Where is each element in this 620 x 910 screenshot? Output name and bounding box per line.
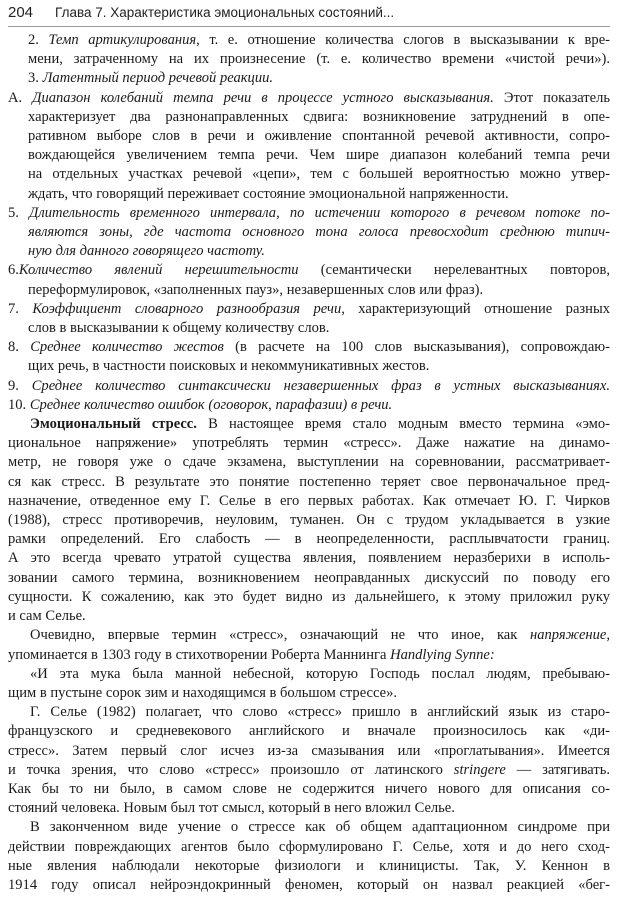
list-item-7: 7. Коэффициент словарного разнообразия речи, характеризующий отношение разных	[8, 300, 610, 317]
section-heading: Эмоциональный стресс.	[30, 416, 197, 433]
list-item-5-line: являются зоны, где частота основного тона голоса превосходит среднюю типич-	[28, 224, 610, 241]
stress-paragraph-start: Эмоциональный стресс. В настоящее время стало модным вместо термина «эмо-	[30, 416, 611, 433]
origin-paragraph-start: Очевидно, впервые термин «стресс», означающий не что иное, как напряжение,	[30, 627, 611, 644]
paragraph-line: стояний человека. Новым был тот смысл, который в него вложил Селье.	[8, 800, 455, 817]
paragraph-line: ся как стресс. В результате это понятие постепенно теряет свое первоначальное пред-	[8, 473, 610, 490]
paragraph-line: действии повреждающих агентов было сформулировано Г. Селье, хотя и до него сход-	[8, 838, 610, 855]
list-item-3: 3. Латентный период речевой реакции.	[28, 70, 274, 87]
paragraph-line: назначение, отведенное ему Г. Селье в его первых работах. Как отмечает Ю. Г. Чирков	[8, 492, 610, 509]
page-number: 204	[8, 4, 34, 21]
paragraph-line: и сам Селье.	[8, 608, 86, 625]
list-item-4-line: вождающейся увеличением темпа речи. Чем шире диапазон колебаний темпа речи	[28, 147, 610, 164]
list-item-10: 10. Среднее количество ошибок (оговорок, парафазии) в речи.	[8, 396, 393, 413]
paragraph-line: циональное напряжение» употреблять термин «стресс». Даже нажатие на динамо-	[8, 435, 610, 452]
list-item-4: А. Диапазон колебаний темпа речи в процессе устного высказывания. Этот показатель	[8, 89, 610, 106]
list-item-2-cont: мени, затраченному на их произнесение (т. е. количество времени «чистой речи»).	[28, 51, 610, 68]
paragraph-line: метр, не говоря уже о сдаче экзамена, выступлении на соревновании, рассматривает-	[8, 454, 610, 471]
paragraph-line: стресс». Затем первый слог исчез из-за смазывания или «проглатывания». Имеется	[8, 742, 610, 759]
list-item-2: 2. Темп артикулирования, т. е. отношение количества слогов в высказывании к вре-	[28, 32, 610, 48]
paragraph-line: сущности. К сожалению, как это будет видно из дальнейшего, к этому приложил руку	[8, 588, 610, 605]
list-item-5-line: ную для данного говорящего частоту.	[28, 243, 265, 260]
paragraph-line: зовании самого термина, возникновением неоправданных дискуссий по поводу его	[8, 569, 610, 586]
paragraph-line: А это всегда чревато утратой существа явления, появлением неразберихи в исполь-	[8, 550, 610, 567]
paragraph-line: Как бы то ни было, в самом слове не содержится ничего нового для описания со-	[8, 780, 610, 797]
list-item-4-line: на отдельных участках речевой «цепи», тем с большей вероятностью можно утвер-	[28, 166, 610, 183]
chapter-title: Глава 7. Характеристика эмоциональных состояний...	[55, 5, 395, 20]
paragraph-line: французского и средневекового английского и вначале произносилось как «ди-	[8, 723, 610, 740]
paragraph-line: упоминается в 1303 году в стихотворении Роберта Маннинга Handlying Synne:	[8, 646, 495, 663]
list-item-6: 6.Количество явлений нерешительности (семантически нерелевантных повторов,	[8, 262, 610, 279]
list-item-5: 5. Длительность временного интервала, по истечении которого в речевом потоке по-	[8, 204, 610, 221]
paragraph-line: 1914 году описал нейроэндокринный феномен, который он назвал реакцией «бег-	[8, 876, 610, 893]
paragraph-line: рамки определений. Его слабость — в неопределенности, расплывчатости границ.	[8, 531, 610, 548]
list-item-4-line: ративном выборе слов в речи и оживление спонтанной речевой активности, сопро-	[28, 128, 610, 145]
list-item-4-line: ждать, что говорящий переживает состояние эмоциональной напряженности.	[28, 185, 509, 202]
list-item-8: 8. Среднее количество жестов (в расчете на 100 слов высказывания), сопровождаю-	[8, 339, 611, 356]
list-item-7-cont: слов в высказывании к общему количеству слов.	[28, 320, 330, 337]
list-item-4-line: характеризует два разнонаправленных сдвига: возникновение затруднений в опе-	[28, 108, 610, 125]
selye-paragraph-start: Г. Селье (1982) полагает, что слово «стресс» пришло в английский язык из старо-	[30, 704, 610, 721]
list-item-6-cont: переформулировок, «заполненных пауз», незавершенных слов или фраз).	[28, 281, 484, 298]
paragraph-line: ные явления наблюдали некоторые физиологи и клиницисты. Так, У. Кеннон в	[8, 857, 610, 874]
paragraph-line: (1988), стресс противоречив, неуловим, туманен. Он с трудом укладывается в узкие	[8, 512, 610, 529]
paragraph-line: и точка зрения, что слово «стресс» произошло от латинского stringere — затягивать.	[8, 761, 610, 778]
running-header	[8, 4, 610, 27]
quote-line: «И эта мука была манной небесной, которую Господь послал людям, пребываю-	[30, 665, 610, 682]
list-item-8-cont: щих речь, в частности поисковых и некоммуникативных жестов.	[28, 358, 430, 375]
quote-line: щим в пустыне сорок зим и находящимся в большом стрессе».	[8, 684, 397, 701]
list-item-9: 9. Среднее количество синтаксически незавершенных фраз в устных высказываниях.	[8, 377, 610, 394]
adaptation-paragraph-start: В законченном виде учение о стрессе как об общем адаптационном синдроме при	[30, 819, 610, 836]
